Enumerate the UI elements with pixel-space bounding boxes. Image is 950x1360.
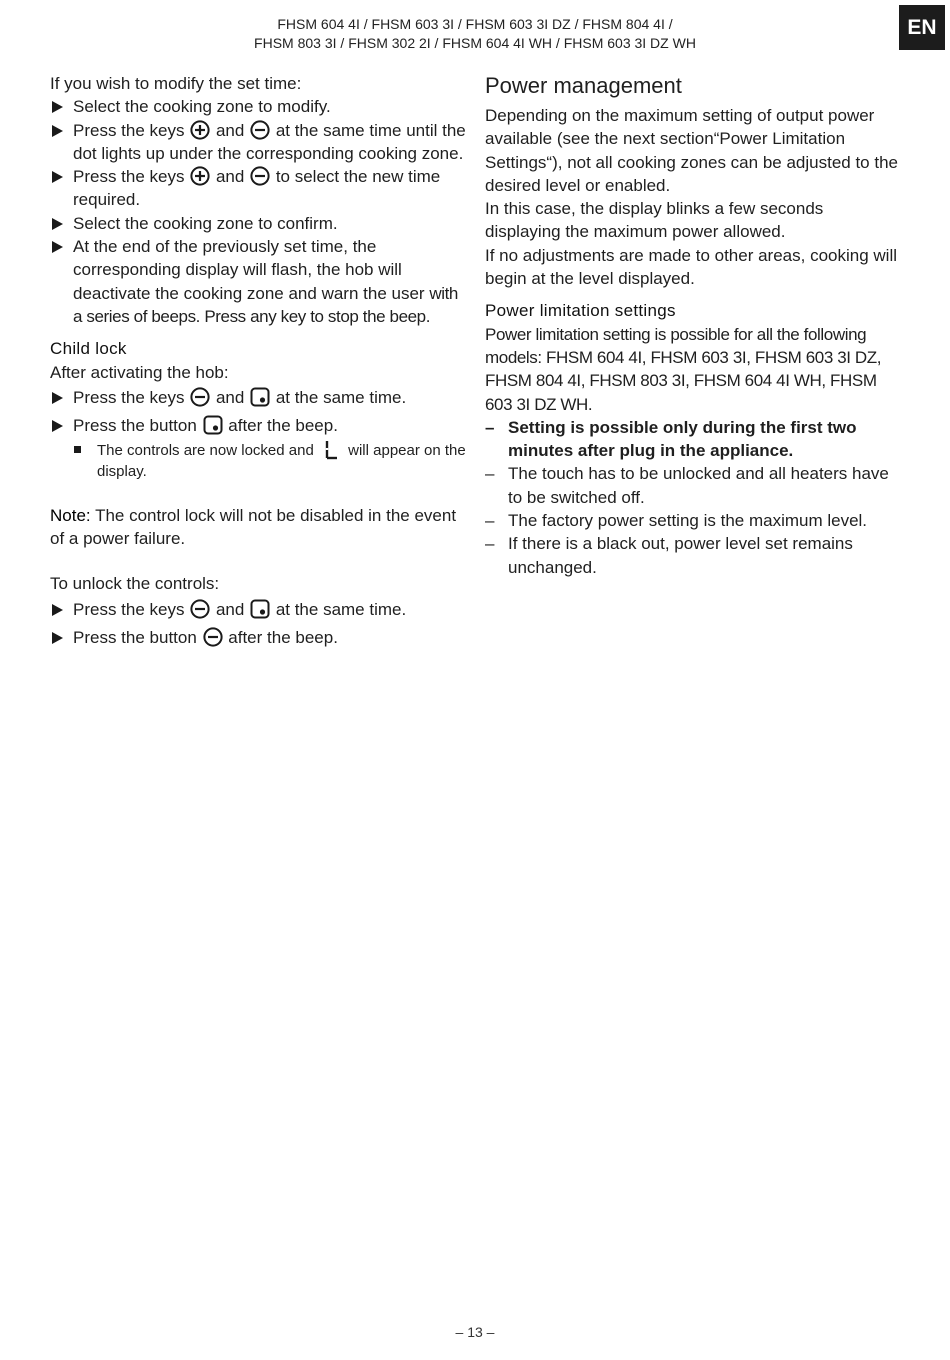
- left-column: [50, 72, 468, 652]
- unlock-intro: To unlock the controls:: [50, 574, 220, 594]
- lock-key-icon: [203, 415, 223, 435]
- power-management-heading: Power management: [485, 73, 682, 98]
- list-item: Press the keys and at the same time.: [50, 384, 468, 412]
- power-limitation-list: [485, 416, 903, 579]
- minus-key-icon: [203, 627, 223, 647]
- lock-display-symbol: [324, 440, 338, 460]
- child-lock-intro: After activating the hob:: [50, 362, 229, 382]
- minus-key-icon: [250, 166, 270, 186]
- plus-key-icon: [190, 166, 210, 186]
- list-item: Press the keys and to select the new time required.: [50, 165, 468, 212]
- modify-time-intro: If you wish to modify the set time:: [50, 74, 302, 93]
- minus-key-icon: [250, 120, 270, 140]
- power-limitation-heading: Power limitation settings: [485, 301, 676, 321]
- model-list: [150, 15, 800, 53]
- minus-key-icon: [190, 387, 210, 407]
- list-item: Press the keys and at the same time.: [50, 596, 468, 624]
- list-item: – The factory power setting is the maximum level.: [485, 509, 903, 532]
- plus-key-icon: [190, 120, 210, 140]
- lock-key-icon: [250, 387, 270, 407]
- model-list-line-2: FHSM 803 3I / FHSM 302 2I / FHSM 604 4I WH / FHSM 603 3I DZ WH: [254, 35, 696, 51]
- list-item: At the end of the previously set time, the corresponding display will flash, the hob will deactivate the cooking zone and warn the user with a series of beeps. Press any key to stop the beep.: [50, 235, 468, 328]
- power-limitation-intro: Power limitation setting is possible for all the following models: FHSM 604 4I, FHSM 603 3I, FHSM 603 3I DZ, FHSM 804 4I, FHSM 803 3I, FHSM 604 4I WH, FHSM 603 3I DZ WH.: [485, 324, 882, 414]
- list-item: Press the keys and at the same time until the dot lights up under the corresponding cooking zone.: [50, 119, 468, 166]
- minus-key-icon: [190, 599, 210, 619]
- power-management-p1: Depending on the maximum setting of output power available (see the next section“Power Limitation Settings“), not all cooking zones can be adjusted to the desired level or enabled.: [485, 106, 898, 195]
- list-item: Select the cooking zone to modify.: [50, 95, 468, 118]
- model-list-line-1: FHSM 604 4I / FHSM 603 3I / FHSM 603 3I DZ / FHSM 804 4I /: [277, 16, 673, 32]
- list-item: Press the button after the beep.: [50, 624, 468, 652]
- power-management-p2: In this case, the display blinks a few seconds displaying the maximum power allowed.: [485, 199, 824, 242]
- note-text: The control lock will not be disabled in the event of a power failure.: [50, 505, 457, 549]
- list-item: – Setting is possible only during the first two minutes after plug in the appliance.: [485, 416, 903, 463]
- list-item: Select the cooking zone to confirm.: [50, 212, 468, 235]
- list-item: – The touch has to be unlocked and all heaters have to be switched off.: [485, 462, 903, 509]
- lock-key-icon: [250, 599, 270, 619]
- note-label: Note:: [50, 505, 91, 525]
- child-lock-steps: [50, 384, 468, 482]
- list-item: – If there is a black out, power level set remains unchanged.: [485, 532, 903, 579]
- unlock-steps: [50, 596, 468, 652]
- modify-time-steps: [50, 95, 468, 328]
- language-tab: EN: [899, 5, 945, 50]
- note-paragraph: [50, 504, 468, 551]
- child-lock-heading: Child lock: [50, 339, 127, 359]
- right-column: [485, 72, 903, 579]
- power-management-p3: If no adjustments are made to other areas, cooking will begin at the level displayed.: [485, 245, 897, 289]
- list-item: Press the button after the beep.: [50, 412, 468, 440]
- list-item: The controls are now locked and will appear on the display.: [50, 440, 468, 482]
- page-number: – 13 –: [455, 1324, 495, 1340]
